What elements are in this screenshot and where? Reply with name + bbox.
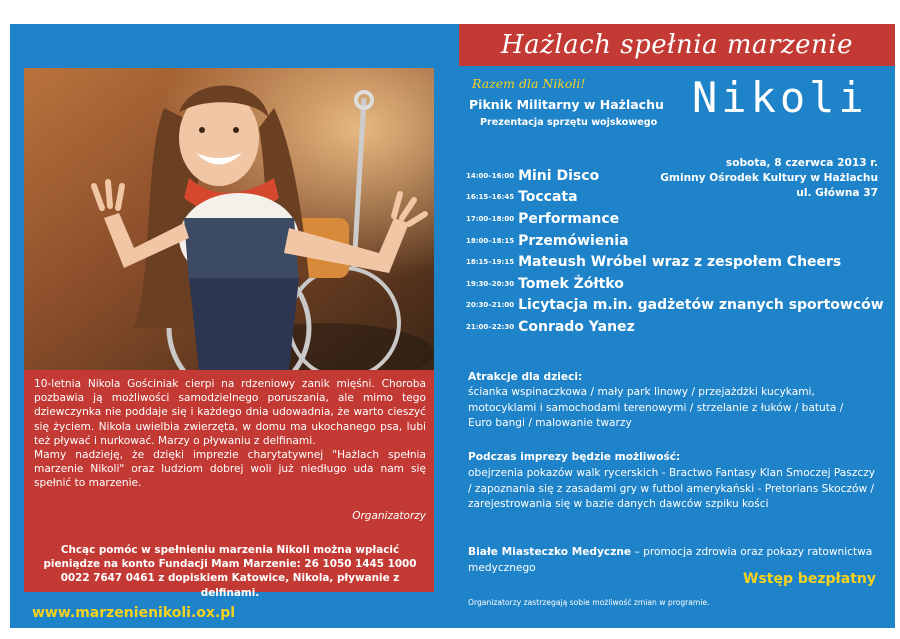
event-title: Piknik Militarny w Hażlachu [469, 97, 664, 112]
program-note: Organizatorzy zastrzegają sobie możliwość zmian w programie. [468, 598, 710, 607]
schedule-item [466, 230, 886, 252]
medical-text: – promocja zdrowia oraz pokazy ratownictwa medycznego [468, 546, 873, 574]
free-entry: Wstęp bezpłatny [743, 571, 876, 587]
schedule [466, 165, 886, 338]
event-venue: Gminny Ośrodek Kultury w Hażlachu [660, 172, 878, 184]
possibilities-heading: Podczas imprezy będzie możliwość: [468, 451, 681, 463]
schedule-item [466, 316, 886, 338]
website-link[interactable]: www.marzenienikoli.ox.pl [32, 605, 236, 621]
schedule-time: 20:30–21:00 [466, 301, 515, 310]
name-heading: Nikoli [692, 73, 868, 122]
donation-info: Chcąc pomóc w spełnieniu marzenia Nikoli można wpłacić pieniądze na konto Fundacji Mam Marzenie: 26 1050 1445 1000 0022 7647 0461 z dopiskiem Katowice, Nikola, pływanie z delfinami. [43, 544, 417, 599]
schedule-time: 16:15–16:45 [466, 193, 515, 202]
story-paragraph: 10-letnia Nikola Gościniak cierpi na rdzeniowy zanik mięśni. Choroba pozbawia ją możliwości samodzielnego poruszania, ale mimo tego dziewczynka nie poddaje się i każdego dnia udowadnia, że warto cieszyć się życiem. Nikola uwielbia zwierzęta, w domu ma ukochanego psa, lubi też pływać i nurkować. Marzy o pływaniu z delfinami. [34, 378, 426, 447]
schedule-time: 14:00–16:00 [466, 171, 515, 180]
schedule-item [466, 165, 886, 187]
schedule-name: Licytacja m.in. gadżetów znanych sportowców [518, 297, 884, 314]
schedule-time: 18:00–18:15 [466, 236, 515, 245]
possibilities-text: obejrzenia pokazów walk rycerskich - Bractwo Fantasy Klan Smoczej Paszczy / zapoznania się z zasadami gry w futbol amerykański - Pretorians Skoczów / zarejestrowania się w bazie danych dawców szpiku kości [468, 467, 876, 510]
schedule-time: 21:00–22:30 [466, 322, 515, 331]
schedule-time: 19:30–20:30 [466, 279, 515, 288]
schedule-name: Przemówienia [518, 232, 629, 249]
medical-title: Białe Miasteczko Medyczne [468, 546, 632, 558]
schedule-name: Tomek Żółtko [518, 275, 624, 292]
subtitle: Razem dla Nikoli! [472, 76, 586, 91]
story-text [34, 377, 426, 491]
schedule-time: 17:00–18:00 [466, 214, 515, 223]
schedule-time: 18:15–19:15 [466, 258, 515, 267]
schedule-name: Performance [518, 210, 620, 227]
girl-in-wheelchair-photo [24, 68, 434, 370]
schedule-item [466, 251, 886, 273]
schedule-name: Mateush Wróbel wraz z zespołem Cheers [518, 254, 842, 271]
organizers-signature: Organizatorzy [352, 510, 426, 522]
schedule-item [466, 295, 886, 317]
schedule-name: Toccata [518, 189, 578, 206]
banner-title: Hażlach spełnia marzenie [500, 30, 853, 60]
schedule-name: Mini Disco [518, 167, 600, 184]
event-address: ul. Główna 37 [796, 187, 878, 199]
schedule-item [466, 187, 886, 209]
schedule-item [466, 208, 886, 230]
schedule-name: Conrado Yanez [518, 318, 635, 335]
attractions-text: ścianka wspinaczkowa / mały park linowy / przejażdżki kucykami, motocyklami i samochodami terenowymi / strzelanie z łuków / batuta / Euro bangi / malowanie twarzy [468, 386, 844, 429]
event-subtitle: Prezentacja sprzętu wojskowego [480, 117, 658, 128]
story-paragraph: Mamy nadzieję, że dzięki imprezie charytatywnej "Hażlach spełnia marzenie Nikoli" oraz ludziom dobrej woli już niedługo uda nam się spełnić to marzenie. [34, 449, 426, 490]
event-date: sobota, 8 czerwca 2013 r. [725, 157, 878, 169]
schedule-item [466, 273, 886, 295]
attractions-heading: Atrakcje dla dzieci: [468, 371, 583, 383]
